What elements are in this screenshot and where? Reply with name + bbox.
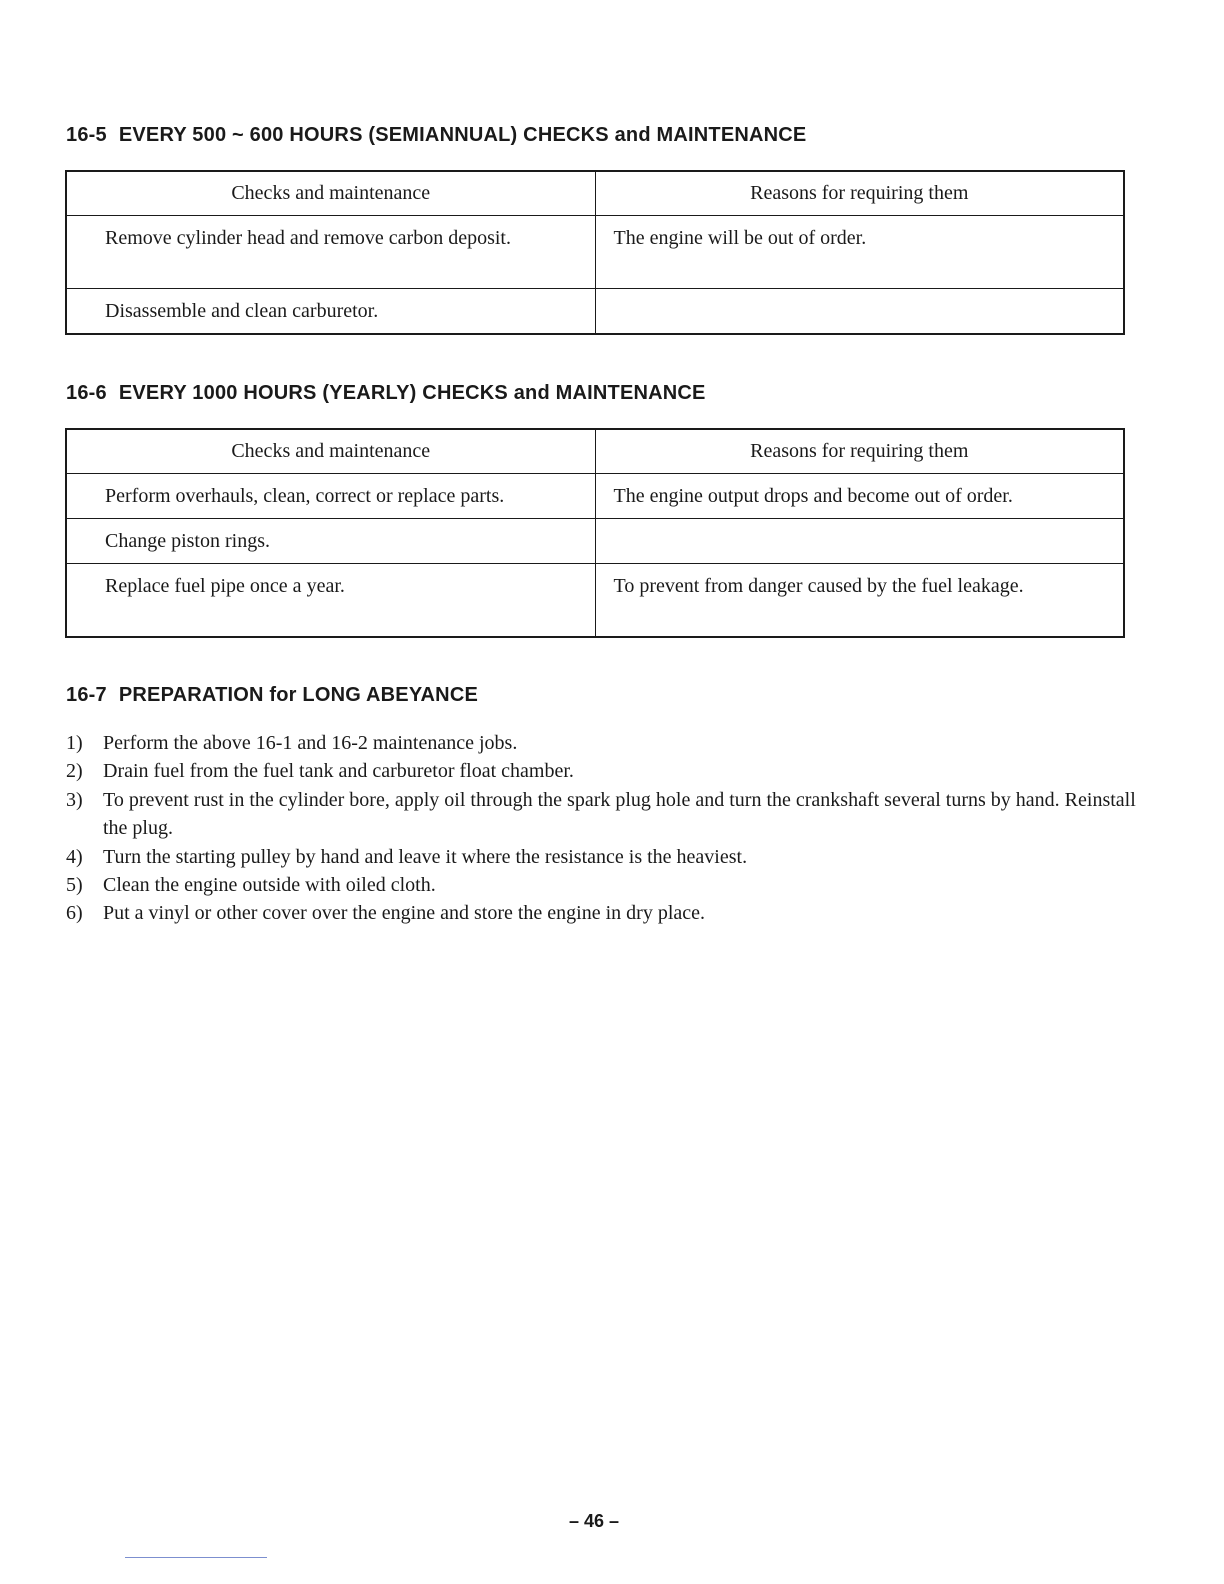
check-cell: Replace fuel pipe once a year. [66,563,595,637]
reason-cell [595,518,1124,563]
section-16-6-heading [66,382,706,405]
list-item-text: Clean the engine outside with oiled cloth. [103,874,436,897]
list-item-number: 1) [66,732,83,754]
list-item [66,899,1136,927]
reason-cell [595,288,1124,334]
list-item-text: Perform the above 16-1 and 16-2 maintenance jobs. [103,732,518,754]
column-header-checks: Checks and maintenance [66,171,595,215]
list-item-text: Put a vinyl or other cover over the engine and store the engine in dry place. [103,902,706,925]
reason-cell: The engine output drops and become out of order. [595,473,1124,518]
check-cell: Perform overhauls, clean, correct or replace parts. [66,473,595,518]
page-number: – 46 – [568,1511,620,1531]
list-item-text: To prevent rust in the cylinder bore, apply oil through the spark plug hole and turn the crankshaft several turns by hand. Reinstall the plug. [103,788,1136,840]
check-cell: Change piston rings. [66,518,595,563]
section-16-6-title: EVERY 1000 HOURS (YEARLY) CHECKS and MAINTENANCE [118,382,706,404]
table-header-row [66,429,1124,473]
list-item-text: Drain fuel from the fuel tank and carburetor float chamber. [103,760,574,783]
table-row [66,288,1124,334]
table-header-row [66,171,1124,215]
check-cell: Disassemble and clean carburetor. [66,288,595,334]
list-item [66,729,1136,757]
column-header-reasons: Reasons for requiring them [595,171,1124,215]
table-row [66,518,1124,563]
semiannual-maintenance-table [65,170,1125,335]
table-row [66,563,1124,637]
list-item-number: 5) [66,874,83,897]
list-item [66,757,1136,785]
list-item-number: 3) [66,788,83,811]
section-16-7-heading [66,684,478,707]
list-item [66,871,1136,899]
check-cell: Remove cylinder head and remove carbon deposit. [66,215,595,288]
list-item-number: 4) [66,845,83,868]
table-row [66,215,1124,288]
abeyance-steps-list [66,729,1136,928]
section-16-5-heading [66,124,806,147]
section-16-5-number: 16-5 [66,124,107,146]
column-header-reasons: Reasons for requiring them [595,429,1124,473]
list-item [66,843,1136,871]
yearly-maintenance-table [65,428,1125,638]
section-16-7-title: PREPARATION for LONG ABEYANCE [118,684,479,706]
section-16-7-number: 16-7 [66,684,107,706]
reason-cell: To prevent from danger caused by the fuel leakage. [595,563,1124,637]
list-item-number: 2) [66,760,83,783]
section-16-6-number: 16-6 [66,382,107,404]
list-item-number: 6) [66,902,83,925]
table-row [66,473,1124,518]
section-16-5-title: EVERY 500 ~ 600 HOURS (SEMIANNUAL) CHECKS and MAINTENANCE [118,124,807,146]
list-item [66,786,1136,843]
footer-rule [125,1557,267,1558]
reason-cell: The engine will be out of order. [595,215,1124,288]
column-header-checks: Checks and maintenance [66,429,595,473]
list-item-text: Turn the starting pulley by hand and leave it where the resistance is the heaviest. [103,845,748,868]
